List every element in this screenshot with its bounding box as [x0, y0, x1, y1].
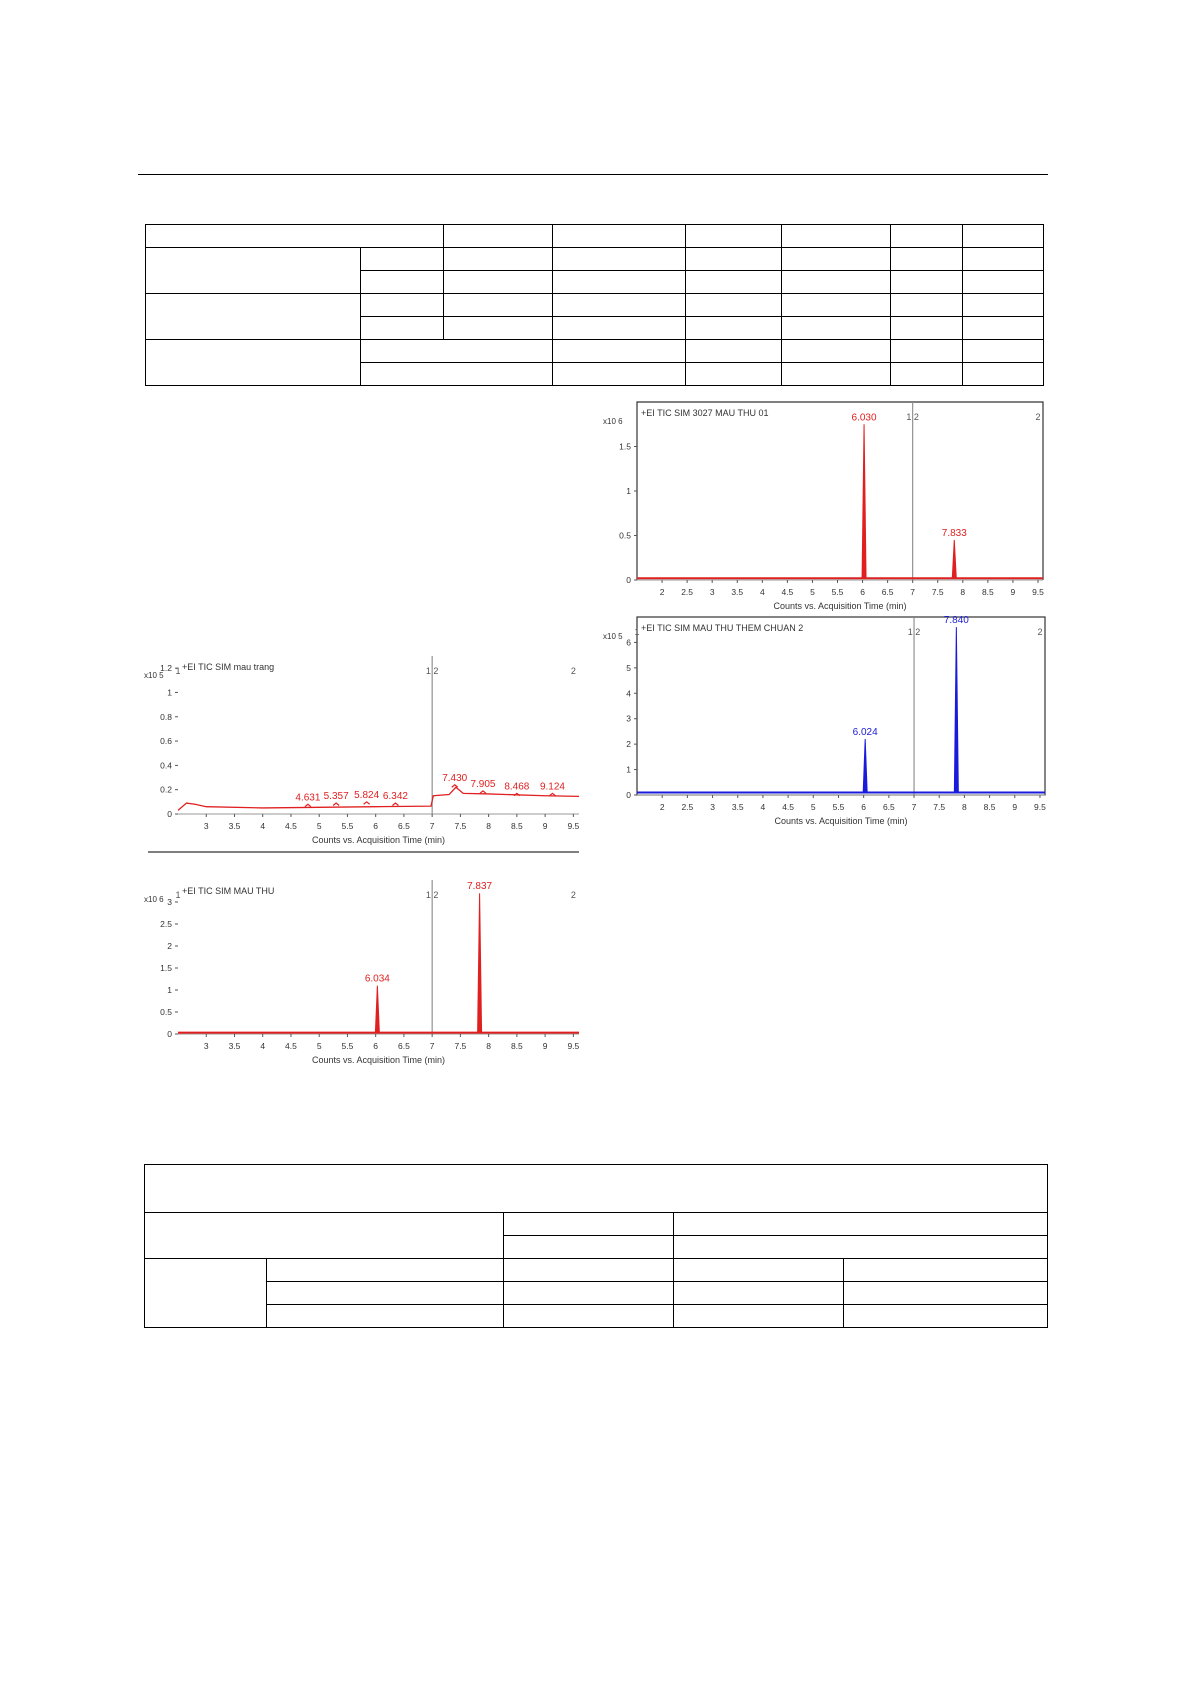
table-cell: [553, 271, 686, 294]
peak-label: 5.357: [323, 791, 349, 803]
table-cell: [891, 363, 963, 386]
table-cell: [444, 317, 553, 340]
y-exponent-label: x10 6: [603, 417, 623, 426]
x-tick-label: 7.5: [931, 587, 944, 597]
table-cell: [361, 363, 553, 386]
chromatogram-peak: [452, 785, 458, 787]
table-cell: [963, 294, 1044, 317]
chromatogram-blank: [142, 628, 582, 854]
table-cell: [504, 1236, 674, 1259]
x-tick-label: 6.5: [882, 802, 895, 812]
x-tick-label: 6.5: [398, 821, 410, 831]
table-cell: [444, 271, 553, 294]
y-tick-label: 0.8: [160, 711, 172, 722]
table-cell: [444, 248, 553, 271]
table-cell: [686, 317, 782, 340]
table-cell: [782, 248, 891, 271]
segment-marker-label: 1 2: [425, 890, 439, 900]
table-cell: [963, 248, 1044, 271]
table-row: [145, 1305, 1048, 1328]
x-tick-label: 6: [373, 821, 379, 831]
x-tick-label: 4.5: [781, 587, 794, 597]
x-tick-label: 4.5: [285, 1041, 297, 1051]
table-cell: [444, 294, 553, 317]
table-cell: [553, 248, 686, 271]
table-cell: [674, 1282, 844, 1305]
table-row: [145, 1213, 1048, 1236]
x-tick-label: 5: [316, 1041, 322, 1051]
segment-marker-label: 2: [1037, 627, 1043, 637]
table-cell: [674, 1259, 844, 1282]
peak-label: 4.631: [295, 792, 321, 804]
peak-label: 7.905: [470, 778, 496, 790]
chromatogram-sample: [142, 858, 582, 1080]
x-tick-label: 7: [429, 1041, 435, 1051]
table-cell: [361, 248, 444, 271]
x-tick-label: 4: [260, 1041, 266, 1051]
x-tick-label: 6: [860, 587, 865, 597]
chromatogram-peak: [392, 803, 398, 805]
table-cell: [891, 225, 963, 248]
y-tick-label: 4: [626, 688, 631, 699]
table-cell: [361, 317, 444, 340]
x-tick-label: 5: [810, 802, 816, 812]
table-cell: [504, 1305, 674, 1328]
chromatogram-spiked-sample: [598, 612, 1048, 840]
chromatogram-peak: [478, 893, 482, 1032]
x-tick-label: 9.5: [567, 821, 580, 831]
x-tick-label: 2: [659, 587, 665, 597]
y-tick-label: 1.5: [160, 963, 172, 973]
y-tick-label: 1.5: [619, 441, 631, 452]
table-cell: [686, 294, 782, 317]
table-cell: [891, 317, 963, 340]
chromatogram-peak: [375, 986, 379, 1033]
chart-title: +EI TIC SIM MAU THU THEM CHUAN 2: [641, 623, 804, 633]
segment-marker-label: 1: [175, 666, 181, 676]
x-tick-label: 3.5: [228, 821, 241, 831]
x-tick-label: 9.5: [567, 1041, 580, 1051]
table-cell: [891, 294, 963, 317]
peak-label: 6.024: [852, 727, 878, 739]
table-cell: [891, 248, 963, 271]
table-cell: [145, 1213, 504, 1259]
table-cell: [146, 294, 361, 340]
y-exponent-label: x10 5: [603, 632, 623, 641]
y-tick-label: 0.5: [160, 1007, 172, 1017]
table-cell: [891, 271, 963, 294]
x-tick-label: 4.5: [285, 821, 297, 831]
x-tick-label: 6: [861, 802, 867, 812]
table-cell: [844, 1305, 1048, 1328]
x-tick-label: 6: [373, 1041, 379, 1051]
segment-marker-label: 1 2: [425, 666, 439, 676]
x-tick-label: 5: [810, 587, 815, 597]
chromatogram-peak: [952, 540, 956, 578]
table-cell: [891, 340, 963, 363]
x-tick-label: 7: [429, 821, 435, 831]
table-cell: [553, 317, 686, 340]
chart-title: +EI TIC SIM mau trang: [182, 662, 275, 672]
y-tick-label: 2.5: [160, 919, 172, 929]
x-tick-label: 2.5: [681, 802, 694, 812]
x-tick-label: 9.5: [1032, 587, 1044, 597]
x-tick-label: 3.5: [228, 1041, 241, 1051]
x-tick-label: 4: [760, 802, 766, 812]
table-cell: [267, 1282, 504, 1305]
table-cell: [553, 294, 686, 317]
x-axis-label: Counts vs. Acquisition Time (min): [773, 601, 907, 611]
segment-marker-label: 1: [175, 890, 181, 900]
x-tick-label: 7.5: [454, 1041, 467, 1051]
x-tick-label: 8.5: [510, 1041, 523, 1051]
y-tick-label: 0: [626, 575, 631, 585]
x-axis-label: Counts vs. Acquisition Time (min): [311, 835, 446, 845]
x-tick-label: 7: [910, 587, 916, 597]
y-tick-label: 0.5: [619, 530, 631, 541]
chromatogram-peak: [954, 627, 958, 792]
x-tick-label: 8.5: [983, 802, 996, 812]
segment-marker-label: 1 2: [907, 627, 921, 637]
table-cell: [145, 1259, 267, 1328]
segment-marker-label: 1 2: [906, 412, 919, 422]
x-tick-label: 9.5: [1034, 802, 1046, 812]
table-cell: [267, 1259, 504, 1282]
y-tick-label: 0.2: [160, 784, 172, 795]
table-cell: [504, 1213, 674, 1236]
chromatogram-peak: [862, 424, 866, 578]
table-cell: [674, 1213, 1048, 1236]
y-tick-label: 2: [626, 739, 631, 750]
y-tick-label: 3: [626, 713, 631, 724]
chromatogram-peak: [863, 739, 867, 792]
x-tick-label: 8: [962, 802, 967, 812]
table-cell: [686, 271, 782, 294]
x-tick-label: 9: [542, 821, 548, 831]
header-rule: [138, 174, 1048, 175]
x-tick-label: 9: [542, 1041, 548, 1051]
table-cell: [146, 340, 361, 386]
y-tick-label: 6: [626, 637, 631, 648]
peak-label: 8.468: [504, 781, 530, 793]
plot-frame: [637, 617, 1045, 795]
table-cell: [553, 363, 686, 386]
table-cell: [444, 225, 553, 248]
chart-title: +EI TIC SIM MAU THU: [182, 886, 275, 896]
x-tick-label: 5.5: [341, 1041, 354, 1051]
table-cell: [504, 1282, 674, 1305]
x-tick-label: 3: [203, 1041, 209, 1051]
y-tick-label: 1: [167, 985, 172, 995]
x-tick-label: 5: [316, 821, 322, 831]
peak-label: 5.824: [354, 789, 380, 801]
peak-label: 7.840: [943, 615, 969, 627]
table-row: [146, 248, 1044, 271]
table-row: [145, 1165, 1048, 1213]
x-tick-label: 5.5: [832, 802, 845, 812]
x-tick-label: 4: [260, 821, 266, 831]
y-tick-label: 3: [167, 897, 172, 907]
peak-label: 6.030: [851, 412, 877, 424]
table-cell: [963, 317, 1044, 340]
x-tick-label: 7: [911, 802, 917, 812]
x-tick-label: 4.5: [782, 802, 795, 812]
x-tick-label: 3.5: [731, 587, 744, 597]
x-tick-label: 8: [486, 821, 492, 831]
results-table-2: [144, 1164, 1048, 1328]
x-tick-label: 5.5: [831, 587, 844, 597]
x-tick-label: 8: [486, 1041, 492, 1051]
table-cell: [146, 225, 444, 248]
table-cell: [361, 294, 444, 317]
x-tick-label: 7.5: [454, 821, 467, 831]
segment-marker-label: 1: [634, 627, 640, 637]
y-tick-label: 0.6: [160, 736, 172, 747]
x-tick-label: 3.5: [731, 802, 744, 812]
table-cell: [361, 340, 553, 363]
results-table-1: [145, 224, 1044, 386]
table-cell: [782, 340, 891, 363]
table-cell: [963, 271, 1044, 294]
x-tick-label: 4: [759, 587, 765, 597]
x-axis-label: Counts vs. Acquisition Time (min): [311, 1055, 446, 1065]
segment-marker-label: 2: [570, 666, 576, 676]
table-cell: [782, 294, 891, 317]
chart-title: +EI TIC SIM 3027 MAU THU 01: [641, 408, 769, 418]
y-exponent-label: x10 6: [144, 895, 164, 904]
peak-label: 9.124: [539, 781, 565, 793]
y-tick-label: 0: [626, 790, 631, 800]
table-cell: [844, 1259, 1048, 1282]
x-tick-label: 9: [1010, 587, 1016, 597]
chromatogram-peak: [480, 791, 486, 793]
table-cell: [782, 271, 891, 294]
table-cell: [686, 340, 782, 363]
chromatogram-peak: [364, 802, 370, 804]
x-axis-label: Counts vs. Acquisition Time (min): [774, 816, 908, 826]
table-row: [145, 1259, 1048, 1282]
chromatogram-sample-01: [598, 395, 1046, 617]
table-cell: [963, 363, 1044, 386]
segment-marker-label: 2: [1035, 412, 1041, 422]
y-tick-label: 0: [167, 809, 172, 819]
x-tick-label: 2: [659, 802, 665, 812]
table-cell: [553, 340, 686, 363]
x-tick-label: 3: [710, 802, 715, 812]
x-tick-label: 7.5: [933, 802, 946, 812]
y-tick-label: 0: [167, 1029, 172, 1039]
table-row: [146, 225, 1044, 248]
x-tick-label: 5.5: [341, 821, 354, 831]
x-tick-label: 8.5: [981, 587, 994, 597]
segment-marker-label: 2: [570, 890, 576, 900]
y-tick-label: 2: [167, 941, 172, 951]
y-tick-label: 5: [626, 662, 631, 673]
table-cell: [782, 363, 891, 386]
y-tick-label: 1: [167, 687, 172, 698]
table-cell: [146, 248, 361, 294]
x-tick-label: 6.5: [398, 1041, 410, 1051]
x-tick-label: 9: [1012, 802, 1018, 812]
x-tick-label: 3: [203, 821, 209, 831]
peak-label: 7.833: [941, 527, 967, 539]
table-cell: [686, 363, 782, 386]
table-cell: [553, 225, 686, 248]
x-tick-label: 8: [960, 587, 966, 597]
table-cell: [686, 225, 782, 248]
table-caption-cell: [145, 1165, 1048, 1213]
y-tick-label: 1: [626, 486, 631, 496]
x-tick-label: 2.5: [681, 587, 694, 597]
table-cell: [267, 1305, 504, 1328]
peak-label: 6.342: [382, 791, 408, 803]
plot-frame: [637, 402, 1043, 580]
table-row: [145, 1282, 1048, 1305]
table-cell: [361, 271, 444, 294]
table-cell: [963, 225, 1044, 248]
y-tick-label: 1.2: [160, 663, 172, 674]
y-tick-label: 0.4: [160, 760, 172, 771]
chromatogram-peak: [333, 803, 339, 805]
table-cell: [782, 225, 891, 248]
table-row: [146, 294, 1044, 317]
table-cell: [674, 1305, 844, 1328]
y-tick-label: 1: [626, 764, 631, 775]
table-cell: [963, 340, 1044, 363]
peak-label: 7.430: [442, 772, 468, 784]
chromatogram-peak: [305, 804, 311, 806]
table-row: [146, 340, 1044, 363]
y-exponent-label: x10 5: [144, 671, 164, 680]
x-tick-label: 3: [709, 587, 715, 597]
table-cell: [686, 248, 782, 271]
table-cell: [844, 1282, 1048, 1305]
peak-label: 6.034: [364, 973, 390, 985]
table-cell: [782, 317, 891, 340]
x-tick-label: 6.5: [881, 587, 894, 597]
table-cell: [674, 1236, 1048, 1259]
peak-label: 7.837: [467, 881, 493, 893]
table-cell: [504, 1259, 674, 1282]
x-tick-label: 8.5: [510, 821, 523, 831]
